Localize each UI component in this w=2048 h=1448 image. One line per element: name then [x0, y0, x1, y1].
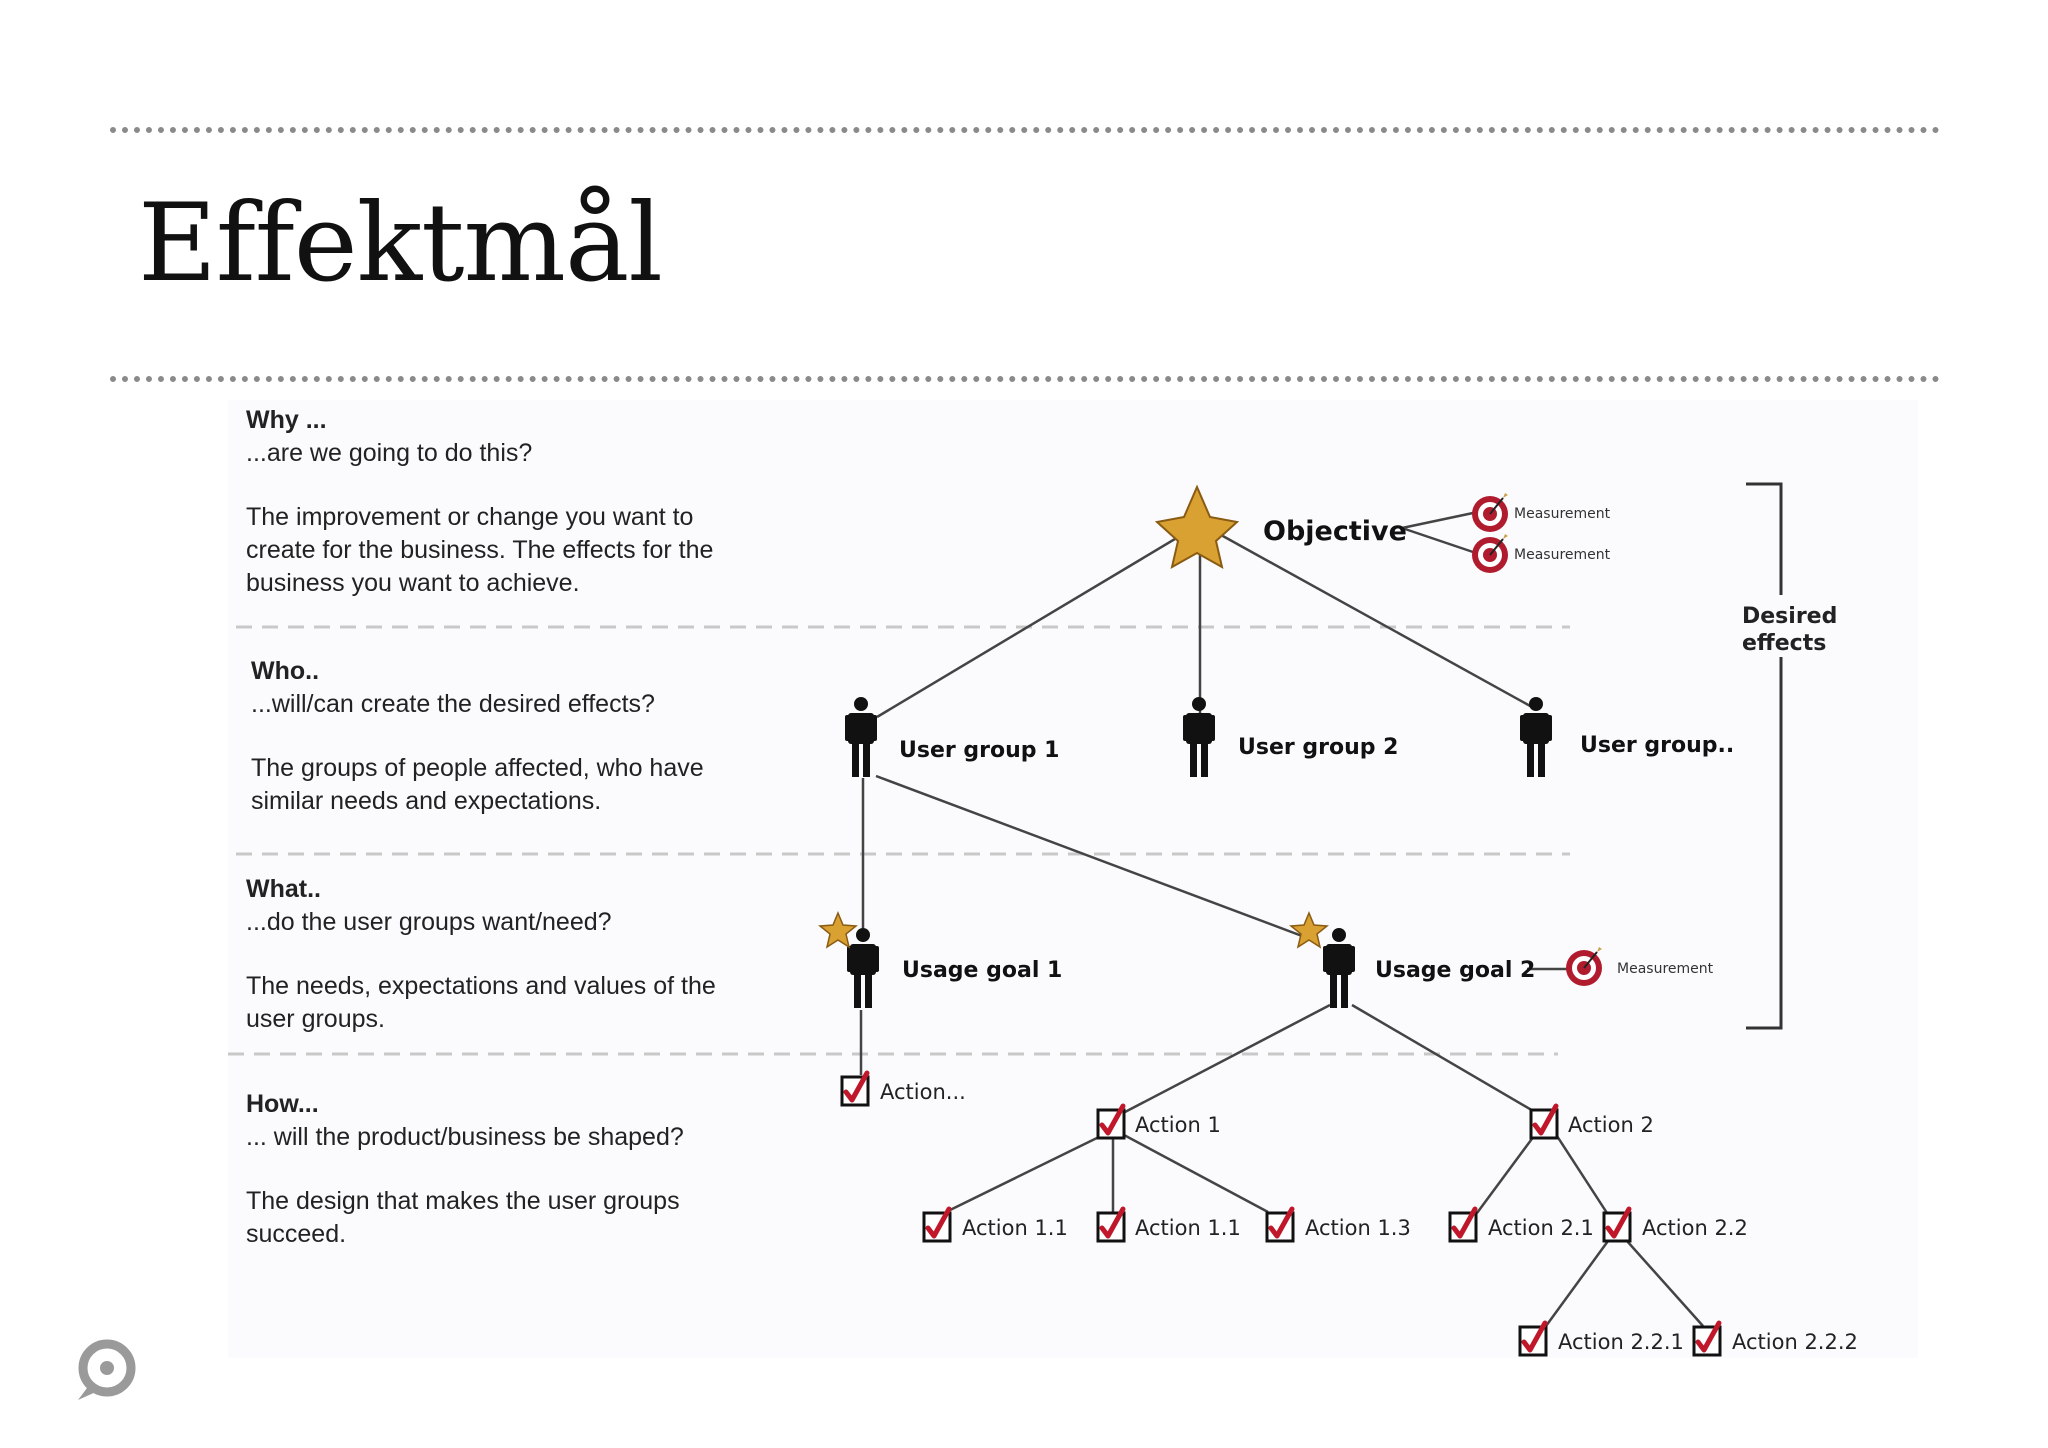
user-group-3-person-icon [1520, 697, 1552, 777]
usage-goal-1-person-icon [847, 928, 879, 1008]
action-label: Action 2.2 [1642, 1216, 1748, 1240]
action-checkbox-icon [1531, 1106, 1557, 1138]
slide-title: Effektmål [138, 181, 662, 306]
measurement-label: Measurement [1514, 547, 1611, 563]
user-group-3-label: User group.. [1580, 733, 1735, 758]
user-group-1-label: User group 1 [899, 738, 1060, 763]
action-label: Action... [880, 1080, 966, 1104]
section-description: The groups of people affected, who have similar needs and expectations. [251, 754, 704, 815]
action-checkbox-icon [1604, 1209, 1630, 1241]
section-question: ...do the user groups want/need? [246, 908, 612, 936]
measurement-target-icon [1472, 493, 1508, 532]
measurement-target-icon [1566, 947, 1602, 986]
usage-goal-2-label: Usage goal 2 [1375, 958, 1536, 983]
action-checkbox-icon [1520, 1323, 1546, 1355]
section-question: ...will/can create the desired effects? [251, 690, 655, 718]
section-description: The improvement or change you want to create for the business. The effects for the business you want to achieve. [246, 503, 714, 597]
usage-goal-1-label: Usage goal 1 [902, 958, 1063, 983]
section-question: ...are we going to do this? [246, 439, 533, 467]
action-label: Action 2.2.1 [1558, 1330, 1684, 1354]
section-question: ... will the product/business be shaped? [246, 1123, 684, 1151]
user-group-1-person-icon [845, 697, 877, 777]
action-label: Action 1 [1135, 1113, 1221, 1137]
objective-label: Objective [1263, 516, 1407, 547]
action-label: Action 2.1 [1488, 1216, 1594, 1240]
usage-goal-2-star-icon [1291, 913, 1327, 947]
usage-goal-1-star-icon [820, 913, 856, 947]
section-description: The needs, expectations and values of the user groups. [246, 972, 716, 1033]
section-separators [228, 627, 1570, 1054]
section-heading: Why ... [246, 406, 327, 434]
section-heading: What.. [246, 875, 321, 903]
action-label: Action 1.1 [1135, 1216, 1241, 1240]
action-label: Action 1.3 [1305, 1216, 1411, 1240]
user-group-2-label: User group 2 [1238, 735, 1399, 760]
action-checkbox-icon [1694, 1323, 1720, 1355]
action-label: Action 2.2.2 [1732, 1330, 1858, 1354]
action-checkbox-icon [924, 1209, 950, 1241]
connector-lines [861, 513, 1703, 1326]
presentation-logo-icon [70, 1334, 142, 1406]
measurement-label: Measurement [1617, 961, 1714, 977]
action-label: Action 2 [1568, 1113, 1654, 1137]
section-description: The design that makes the user groups succeed. [246, 1187, 680, 1248]
objective-star-icon [1157, 487, 1237, 567]
usage-goal-2-person-icon [1323, 928, 1355, 1008]
action-label: Action 1.1 [962, 1216, 1068, 1240]
measurement-target-icon [1472, 534, 1508, 573]
user-group-2-person-icon [1183, 697, 1215, 777]
action-checkbox-icon [1450, 1209, 1476, 1241]
action-checkbox-icon [1098, 1106, 1124, 1138]
action-checkbox-icon [1098, 1209, 1124, 1241]
section-heading: How... [246, 1090, 319, 1118]
desired-effects-bracket [1746, 484, 1781, 1028]
measurement-label: Measurement [1514, 506, 1611, 522]
action-checkbox-icon [1267, 1209, 1293, 1241]
desired-effects-line-2: effects [1742, 631, 1827, 656]
desired-effects-line-1: Desired [1742, 604, 1838, 629]
section-heading: Who.. [251, 657, 320, 685]
action-checkbox-icon [842, 1073, 868, 1105]
